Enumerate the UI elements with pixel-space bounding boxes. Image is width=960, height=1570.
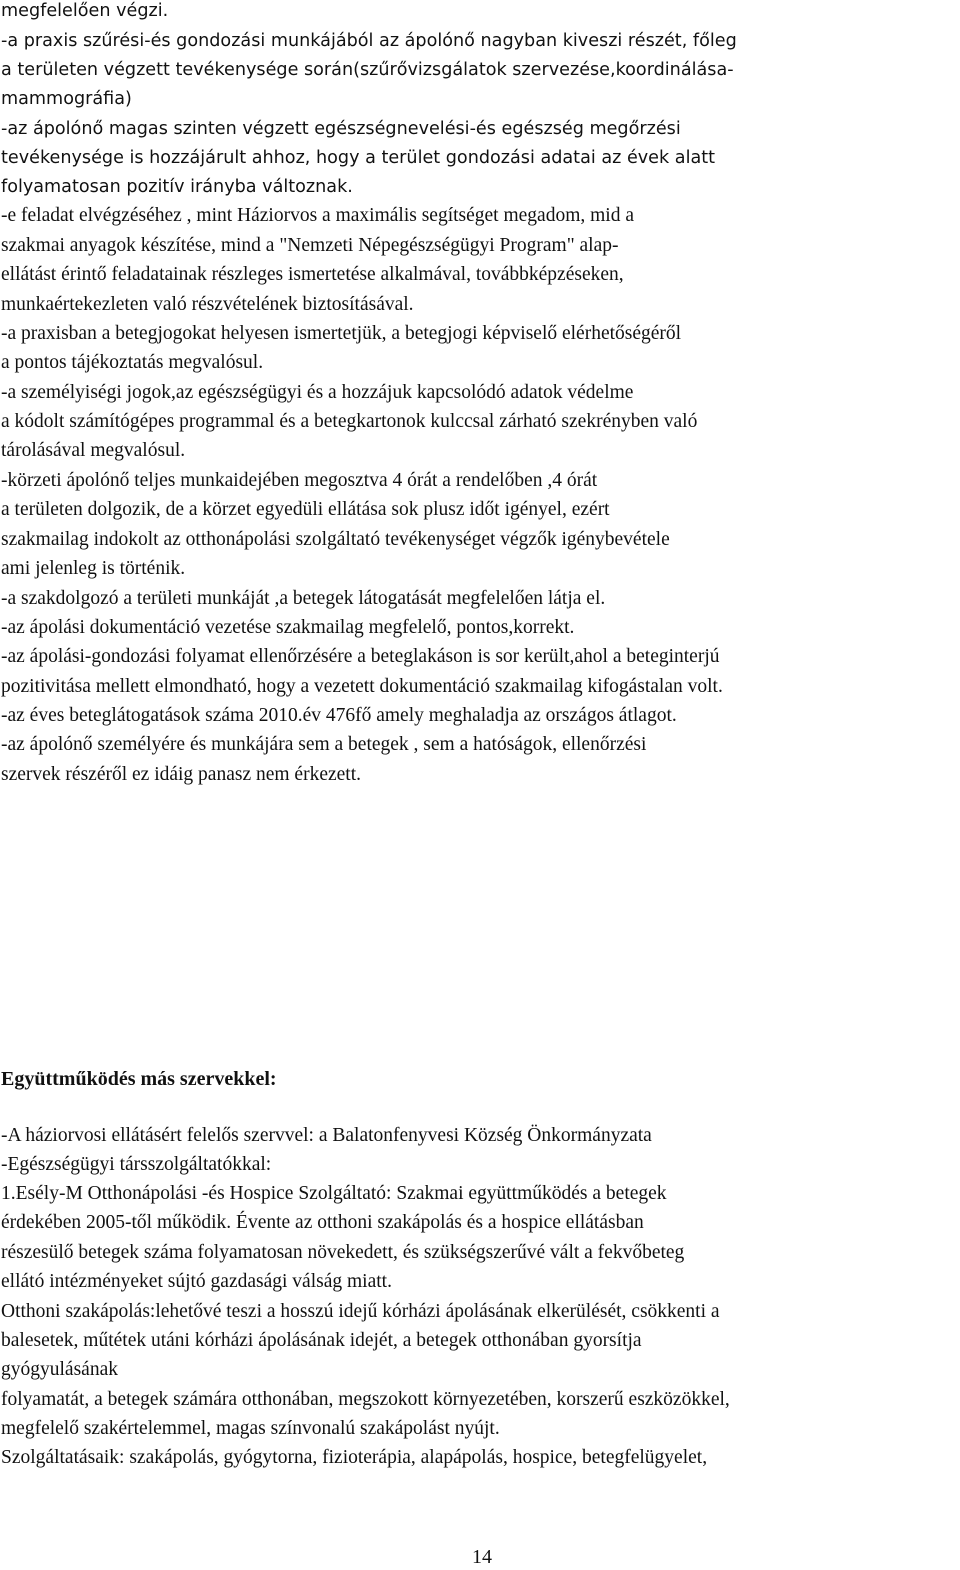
- text-line: -az ápolónő személyére és munkájára sem a betegek , sem a hatóságok, ellenőrzési: [1, 734, 647, 755]
- text-line: érdekében 2005-től működik. Évente az otthoni szakápolás és a hospice ellátásban: [1, 1212, 644, 1233]
- text-line: mammográfia): [1, 89, 132, 109]
- text-line: -a szakdolgozó a területi munkáját ,a betegek látogatását megfelelően látja el.: [1, 588, 606, 609]
- text-line: tárolásával megvalósul.: [1, 440, 186, 461]
- text-line: ellátást érintő feladatainak részleges ismertetése alkalmával, továbbképzéseken,: [1, 264, 624, 285]
- text-line: Otthoni szakápolás:lehetővé teszi a hosszú idejű kórházi ápolásának elkerülését, csökkenti a: [1, 1301, 720, 1322]
- text-line: -az ápolási dokumentáció vezetése szakmailag megfelelő, pontos,korrekt.: [1, 617, 575, 638]
- page-number: 14: [472, 1546, 492, 1568]
- text-line: Szolgáltatásaik: szakápolás, gyógytorna, fizioterápia, alapápolás, hospice, betegfelügyelet,: [1, 1447, 708, 1468]
- text-line: munkaértekezleten való részvételének biztosításával.: [1, 294, 414, 315]
- text-line: megfelelő szakértelemmel, magas színvonalú szakápolást nyújt.: [1, 1418, 500, 1439]
- text-line: -az éves beteglátogatások száma 2010.év 476fő amely meghaladja az országos átlagot.: [1, 705, 677, 726]
- text-line: folyamatát, a betegek számára otthonában, megszokott környezetében, korszerű eszközökkel,: [1, 1389, 730, 1410]
- text-line: -az ápolónő magas szinten végzett egészségnevelési-és egészség megőrzési: [1, 119, 681, 139]
- text-line: a pontos tájékoztatás megvalósul.: [1, 352, 264, 373]
- text-line: a területen dolgozik, de a körzet egyedüli ellátása sok plusz időt igényel, ezért: [1, 499, 610, 520]
- text-line: szakmai anyagok készítése, mind a "Nemzeti Népegészségügyi Program" alap-: [1, 235, 619, 256]
- text-line: folyamatosan pozitív irányba változnak.: [1, 177, 353, 197]
- text-line: ellátó intézményeket sújtó gazdasági válság miatt.: [1, 1271, 392, 1292]
- text-line: 1.Esély-M Otthonápolási -és Hospice Szolgáltató: Szakmai együttműködés a betegek: [1, 1183, 667, 1204]
- text-line: pozitivitása mellett elmondható, hogy a vezetett dokumentáció szakmailag kifogástalan volt.: [1, 676, 723, 697]
- text-line: megfelelően végzi.: [1, 1, 169, 21]
- text-line: -Egészségügyi társszolgáltatókkal:: [1, 1154, 272, 1175]
- text-line: ami jelenleg is történik.: [1, 558, 186, 579]
- text-line: -e feladat elvégzéséhez , mint Háziorvos a maximális segítséget megadom, mid a: [1, 205, 634, 226]
- text-line: -az ápolási-gondozási folyamat ellenőrzésére a beteglakáson is sor került,ahol a beteginterjú: [1, 646, 720, 667]
- text-line: a kódolt számítógépes programmal és a betegkartonok kulccsal zárható szekrényben való: [1, 411, 698, 432]
- text-line: gyógyulásának: [1, 1359, 118, 1380]
- text-line: szervek részéről ez idáig panasz nem érkezett.: [1, 764, 362, 785]
- text-line: tevékenysége is hozzájárult ahhoz, hogy a terület gondozási adatai az évek alatt: [1, 148, 716, 168]
- text-line: -A háziorvosi ellátásért felelős szervvel: a Balatonfenyvesi Község Önkormányzata: [1, 1125, 652, 1146]
- text-line: -körzeti ápolónő teljes munkaidejében megosztva 4 órát a rendelőben ,4 órát: [1, 470, 598, 491]
- text-line: -a személyiségi jogok,az egészségügyi és a hozzájuk kapcsolódó adatok védelme: [1, 382, 634, 403]
- text-line: részesülő betegek száma folyamatosan növekedett, és szükségszerűvé vált a fekvőbeteg: [1, 1242, 685, 1263]
- text-line: -a praxis szűrési-és gondozási munkájából az ápolónő nagyban kiveszi részét, főleg: [1, 31, 737, 51]
- text-line: -a praxisban a betegjogokat helyesen ismertetjük, a betegjogi képviselő elérhetőségéről: [1, 323, 682, 344]
- section-heading: Együttműködés más szervekkel:: [1, 1068, 277, 1090]
- text-line: szakmailag indokolt az otthonápolási szolgáltató tevékenységet végzők igénybevétele: [1, 529, 670, 550]
- text-line: balesetek, műtétek utáni kórházi ápolásának idejét, a betegek otthonában gyorsítja: [1, 1330, 642, 1351]
- text-line: a területen végzett tevékenysége során(szűrővizsgálatok szervezése,koordinálása-: [1, 60, 734, 80]
